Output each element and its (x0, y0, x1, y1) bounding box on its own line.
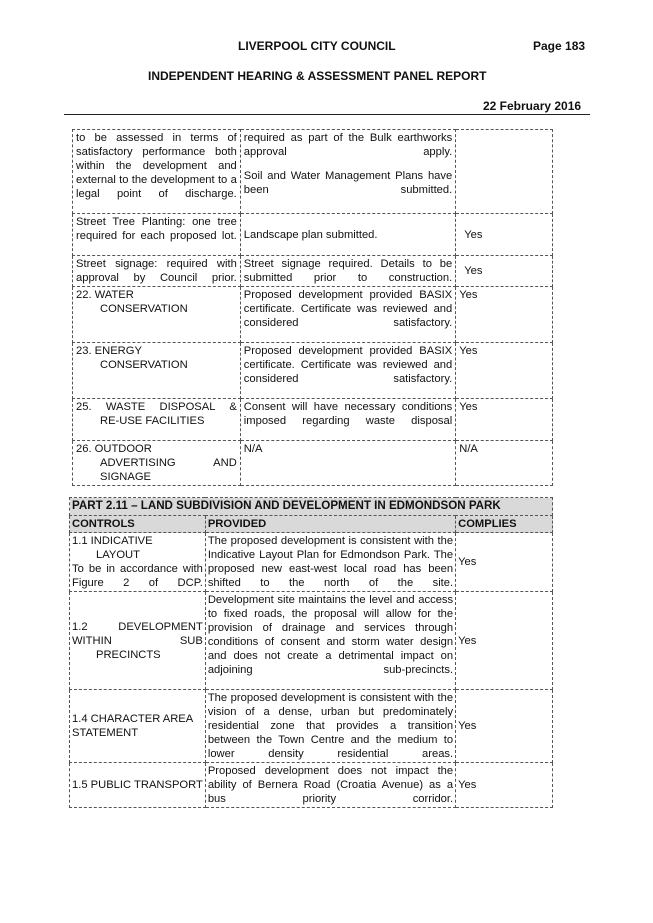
control-cell: to be assessed in terms of satisfactory performance both within the development and external to the development to a legal point of discharge. (73, 130, 241, 214)
report-title: INDEPENDENT HEARING & ASSESSMENT PANEL REPORT (148, 69, 487, 83)
provided-cell: The proposed development is consistent with the Indicative Layout Plan for Edmondson Park. The proposed new east-west local road has been shifted to the north of the site. (205, 533, 455, 592)
control-cell: Street Tree Planting: one tree required for each proposed lot. (73, 214, 241, 256)
complies-cell: Yes (456, 287, 553, 343)
table-row (70, 592, 553, 690)
provided-text: Soil and Water Management Plans have been submitted. (243, 170, 453, 196)
provided-cell: Development site maintains the level and access to fixed roads, the proposal will allow for the provision of drainage and services through conditions of consent and storm water design and does not create a detrimental impact on adjoining sub-precincts. (205, 592, 455, 690)
control-heading: 1.2 DEVELOPMENT WITHIN SUB (72, 621, 203, 647)
table-title-row (70, 498, 553, 516)
provided-cell: Proposed development provided BASIX certificate. Certificate was reviewed and considered satisfactory. (240, 343, 455, 399)
control-heading: CONSERVATION (100, 303, 188, 315)
table-row (70, 690, 553, 763)
table-row (73, 214, 553, 256)
control-cell (73, 343, 241, 399)
control-cell: 1.4 CHARACTER AREA STATEMENT (70, 690, 206, 763)
control-heading: LAYOUT (96, 549, 140, 561)
complies-cell: Yes (456, 763, 553, 808)
provided-cell: Street signage required. Details to be submitted prior to construction. (240, 256, 455, 287)
control-heading: 22. WATER (76, 289, 134, 301)
report-date: 22 February 2016 (483, 99, 582, 113)
control-cell (73, 287, 241, 343)
table-row (70, 533, 553, 592)
council-name: LIVERPOOL CITY COUNCIL (238, 39, 396, 53)
complies-cell: Yes (456, 533, 553, 592)
provided-cell: The proposed development is consistent with the vision of a dense, urban but predominately residential zone that provides a transition between the Town Centre and the medium to lower density residential areas. (205, 690, 455, 763)
table-row (73, 130, 553, 214)
page-number: Page 183 (533, 39, 586, 53)
provided-text: required as part of the Bulk earthworks approval apply. (243, 132, 453, 158)
control-heading: PRECINCTS (96, 649, 161, 661)
table-row (73, 399, 553, 441)
provided-cell: N/A (240, 441, 455, 486)
control-cell: 1.5 PUBLIC TRANSPORT (70, 763, 206, 808)
control-heading: 25. WASTE DISPOSAL & (76, 401, 237, 413)
provided-cell (240, 130, 455, 214)
complies-cell (456, 130, 553, 214)
control-text: To be in accordance with Figure 2 of DCP. (72, 563, 203, 589)
controls-table-continued (72, 129, 553, 486)
column-header-complies: COMPLIES (456, 516, 553, 533)
control-cell (70, 592, 206, 690)
table-row (73, 256, 553, 287)
provided-cell: Proposed development provided BASIX certificate. Certificate was reviewed and considered satisfactory. (240, 287, 455, 343)
complies-cell: Yes (456, 343, 553, 399)
control-cell (73, 441, 241, 486)
table-row (73, 441, 553, 486)
control-heading: ADVERTISING AND SIGNAGE (100, 457, 237, 483)
control-cell (70, 533, 206, 592)
column-header-provided: PROVIDED (205, 516, 455, 533)
control-heading: RE-USE FACILITIES (100, 415, 205, 427)
table-header-row (70, 516, 553, 533)
table-row (73, 343, 553, 399)
complies-cell: N/A (456, 441, 553, 486)
complies-cell: Yes (456, 690, 553, 763)
control-cell (73, 399, 241, 441)
edmondson-park-table (69, 497, 553, 808)
control-heading: 1.1 INDICATIVE (72, 535, 153, 547)
header-rule (64, 114, 590, 115)
control-cell: Street signage: required with approval by Council prior. (73, 256, 241, 287)
table-title: PART 2.11 – LAND SUBDIVISION AND DEVELOPMENT IN EDMONDSON PARK (70, 498, 553, 516)
complies-cell: Yes (456, 592, 553, 690)
complies-cell: Yes (456, 256, 553, 287)
control-heading: 26. OUTDOOR (76, 443, 152, 455)
column-header-controls: CONTROLS (70, 516, 206, 533)
complies-cell: Yes (456, 399, 553, 441)
control-heading: CONSERVATION (100, 359, 188, 371)
complies-cell: Yes (456, 214, 553, 256)
provided-cell: Proposed development does not impact the ability of Bernera Road (Croatia Avenue) as a bus priority corridor. (205, 763, 455, 808)
control-heading: 23. ENERGY (76, 345, 142, 357)
provided-cell: Landscape plan submitted. (240, 214, 455, 256)
provided-cell: Consent will have necessary conditions imposed regarding waste disposal (240, 399, 455, 441)
table-row (73, 287, 553, 343)
table-row (70, 763, 553, 808)
